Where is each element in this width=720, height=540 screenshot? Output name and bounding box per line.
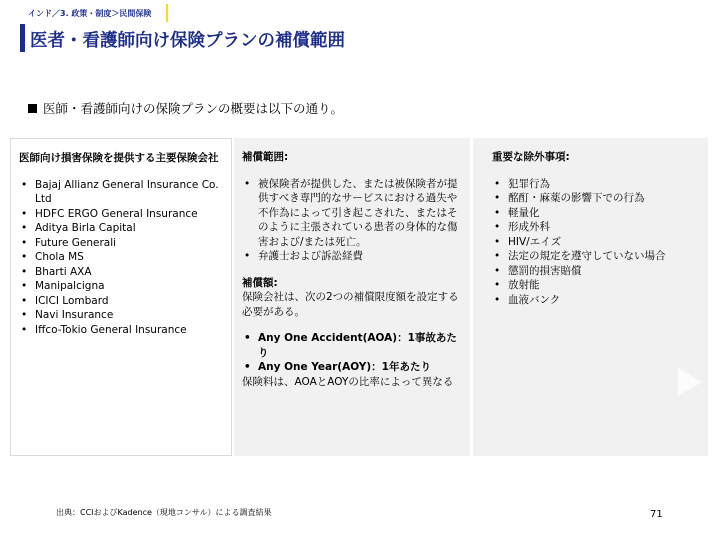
list-item: • Iffco-Tokio General Insurance — [19, 323, 223, 338]
premium-text: 保険料は、AOAとAOYの比率によって異なる — [242, 375, 454, 388]
list-item: • HIV/エイズ — [492, 235, 700, 250]
list-item: • 放射能 — [492, 278, 700, 293]
scope-list — [242, 177, 462, 264]
insurers-list — [19, 178, 223, 338]
exclusions-heading: 重要な除外事項: — [492, 151, 570, 163]
list-item: • Any One Year(AOY)：1年あたり — [242, 360, 462, 375]
source-note: 出典：CCIおよびKadence（現地コンサル）による調査結果 — [56, 508, 272, 517]
list-item: • 被保険者が提供した、または被保険者が提供すべき専門的なサービスにおける過失や不作為によって引き起こされた、またはそのように主張されている患者の身体的な傷害および/または死亡。 — [242, 177, 462, 250]
list-item: • 懲罰的損害賠償 — [492, 264, 700, 279]
coverage-text: 保険会社は、次の2つの補償限度額を設定する必要がある。 — [242, 291, 459, 318]
intro-text — [28, 99, 343, 117]
list-item: • ICICI Lombard — [19, 294, 223, 309]
list-item: • Future Generali — [19, 236, 223, 251]
list-item: • Manipalcigna — [19, 279, 223, 294]
list-item: • Chola MS — [19, 250, 223, 265]
insurers-panel — [10, 138, 232, 456]
list-item: • Any One Accident(AOA)：1事故あたり — [242, 331, 462, 360]
list-item: • 弁護士および訴訟経費 — [242, 249, 462, 264]
list-item: • 酩酊・麻薬の影響下での行為 — [492, 191, 700, 206]
scope-panel — [234, 138, 470, 456]
page-title: 医者・看護師向け保険プランの補償範囲 — [30, 31, 345, 51]
list-item: • 血液バンク — [492, 293, 700, 308]
list-item: • HDFC ERGO General Insurance — [19, 207, 223, 222]
breadcrumb: インド／3. 政策・制度＞民間保険 — [28, 9, 152, 18]
list-item: • Aditya Birla Capital — [19, 221, 223, 236]
list-item: • Bharti AXA — [19, 265, 223, 280]
title-accent-bar — [20, 24, 25, 52]
exclusions-list — [492, 177, 700, 308]
limits-list — [242, 331, 462, 375]
list-item: • 法定の規定を遵守していない場合 — [492, 249, 700, 264]
scope-heading: 補償範囲: — [242, 151, 289, 163]
square-bullet-icon — [28, 104, 37, 113]
list-item: • 形成外科 — [492, 220, 700, 235]
coverage-heading: 補償額: — [242, 276, 278, 289]
page-number: 71 — [650, 509, 663, 520]
list-item: • Bajaj Allianz General Insurance Co. Ltd — [19, 178, 223, 207]
intro-label: 医師・看護師向けの保険プランの概要は以下の通り。 — [43, 101, 344, 116]
play-arrow-icon — [666, 360, 710, 404]
breadcrumb-bar — [20, 4, 168, 22]
insurers-heading: 医師向け損害保険を提供する主要保険会社 — [19, 152, 219, 164]
list-item: • 犯罪行為 — [492, 177, 700, 192]
exclusions-panel — [473, 138, 708, 456]
list-item: • Navi Insurance — [19, 308, 223, 323]
list-item: • 軽量化 — [492, 206, 700, 221]
